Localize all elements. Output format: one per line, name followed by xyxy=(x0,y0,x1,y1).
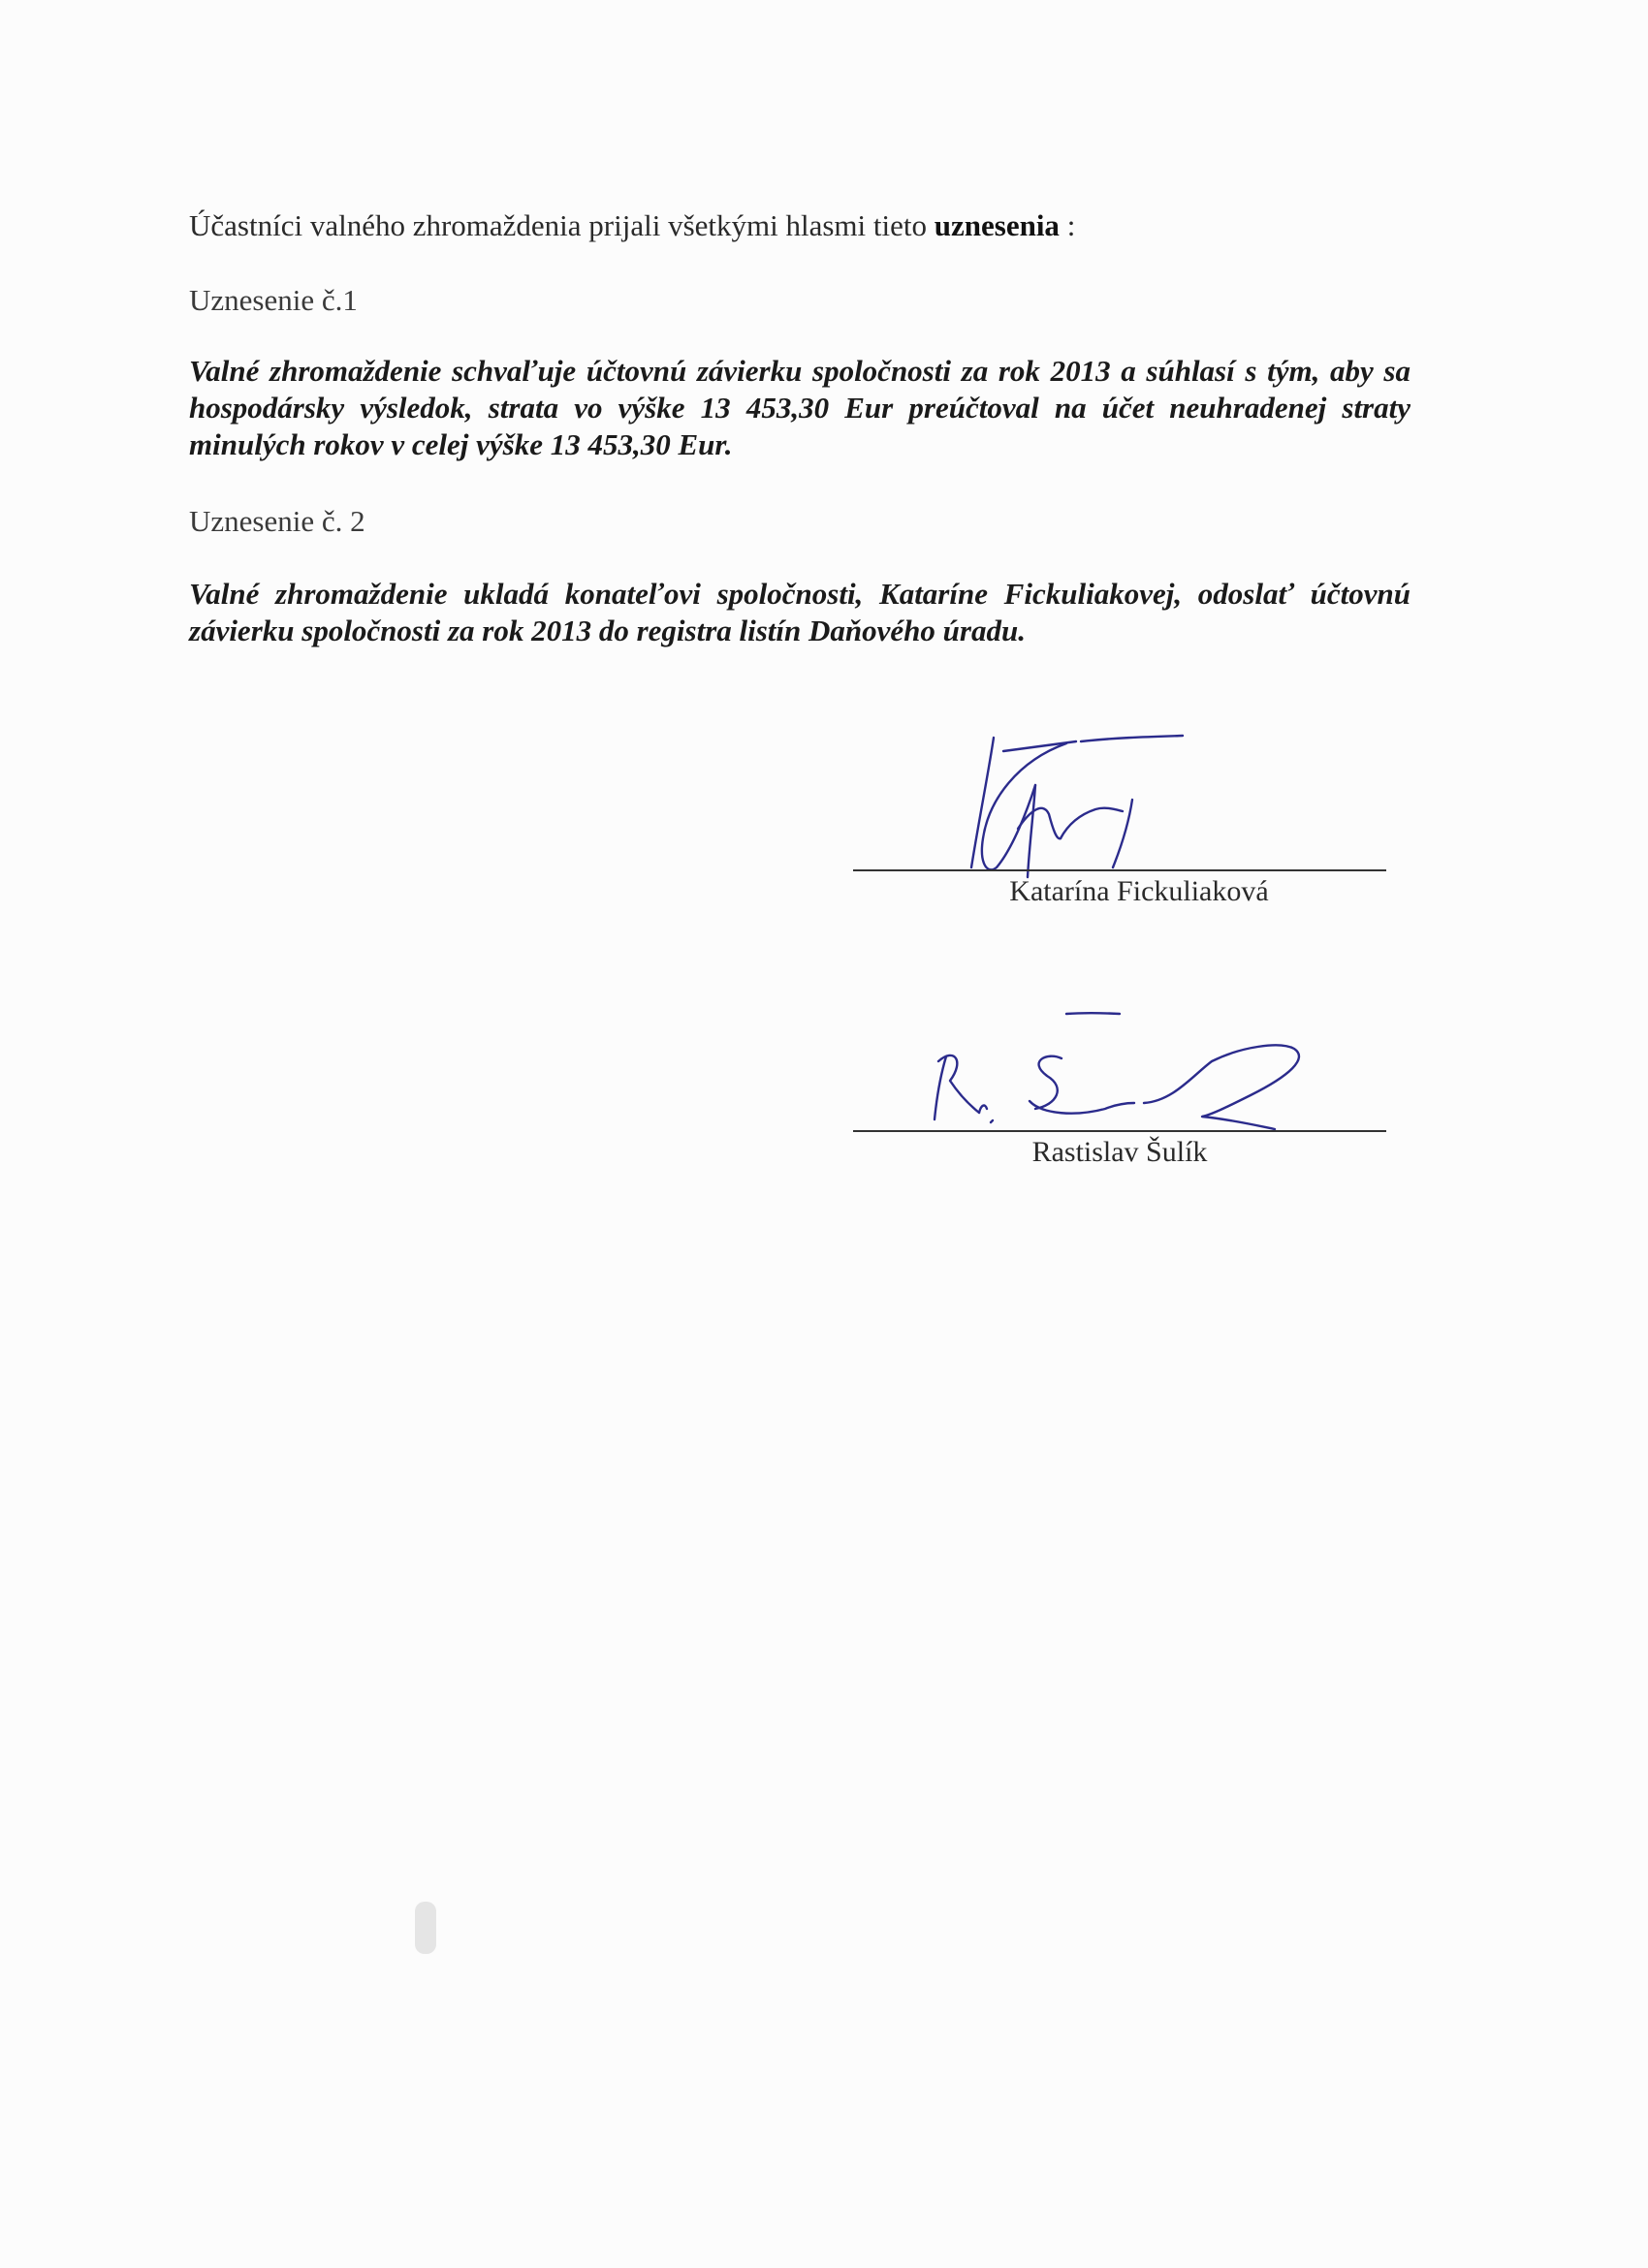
signature-block-2 xyxy=(853,1008,1386,1182)
resolution-1-title: Uznesenie č.1 xyxy=(189,283,358,317)
signature-block-1 xyxy=(853,732,1386,926)
signatory-name-1: Katarína Fickuliaková xyxy=(1009,875,1269,907)
resolution-2-title: Uznesenie č. 2 xyxy=(189,504,365,538)
resolution-1-body: Valné zhromaždenie schvaľuje účtovnú závierku spoločnosti za rok 2013 a súhlasí s tým, aby sa hospodársky výsledok, strata vo výške 13 453,30 Eur preúčtoval na účet neuhradenej straty minulých rokov v celej výške 13 453,30 Eur. xyxy=(189,354,1410,461)
signature-line-1 xyxy=(853,869,1386,871)
intro-text: Účastníci valného zhromaždenia prijali všetkými hlasmi tieto xyxy=(189,208,935,242)
handwritten-signature-2 xyxy=(921,1008,1328,1144)
handwritten-signature-1 xyxy=(960,732,1192,887)
intro-bold-word: uznesenia xyxy=(934,208,1060,242)
resolution-2-body: Valné zhromaždenie ukladá konateľovi spoločnosti, Kataríne Fickuliakovej, odoslať účtovnú závierku spoločnosti za rok 2013 do registra listín Daňového úradu. xyxy=(189,577,1410,647)
scan-smudge xyxy=(415,1902,436,1954)
intro-suffix: : xyxy=(1059,208,1076,242)
signature-line-2 xyxy=(853,1130,1386,1132)
signatory-name-2: Rastislav Šulík xyxy=(1031,1136,1208,1168)
intro-paragraph xyxy=(189,207,1410,244)
